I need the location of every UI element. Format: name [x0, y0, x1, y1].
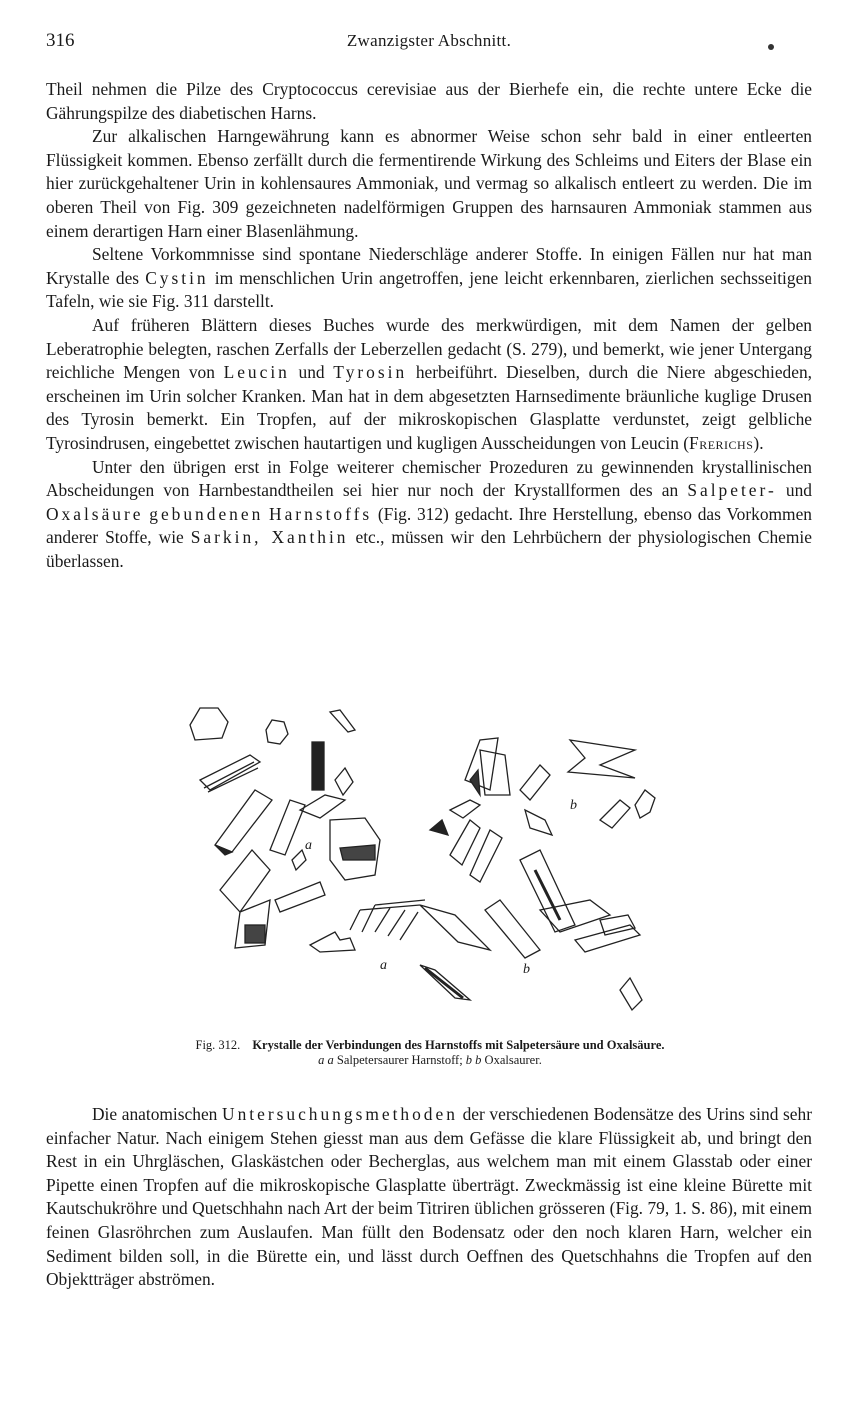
term-sarkin-xanthin: Sarkin, Xanthin: [190, 527, 349, 548]
term-salpeter: Salpeter-: [687, 480, 777, 501]
author-frerichs: Frerichs: [689, 432, 754, 453]
term-oxalsaeure: Oxalsäure: [46, 503, 144, 524]
crystal-shape: [270, 800, 305, 855]
crystal-shape: [275, 882, 325, 912]
term-leucin: Leucin: [223, 362, 290, 383]
paragraph-2: Zur alkalischen Harngewährung kann es abnormer Weise schon sehr bald in einer entleerten Flüssigkeit kommen. Ebenso zerfällt durch die fermentirende Wirkung des Schleims und Eiters der Blase ein hier zurückgehaltener Urin in kohlensaures Ammoniak, und vermag so alkalisch entleert zu werden. Die im oberen Theil von Fig. 309 gezeichneten nadelförmigen Gruppen des harnsauren Ammoniak stammen aus einem derartigen Harn einer Blasenlähmung.: [46, 126, 812, 241]
crystal-shape: [520, 765, 550, 800]
crystal-shape: [485, 900, 540, 958]
crystal-shape: [568, 740, 635, 778]
figure-label-a-2: a: [380, 958, 387, 973]
paragraph-5: Unter den übrigen erst in Folge weiterer chemischer Prozeduren zu gewinnenden krystallinischen Abscheidungen von Harnbestandtheilen sei hier nur noch der Krystallformen des an Salpeter- und Oxalsäure gebundenen Harnstoffs (Fig. 312) gedacht. Ihre Herstellung, ebenso das Vorkommen anderer Stoffe, wie Sarkin, Xanthin etc., müssen wir den Lehrbüchern der physiologischen Chemie überlassen.: [46, 456, 812, 571]
paragraph-4: Auf früheren Blättern dieses Buches wurde des merkwürdigen, mit dem Namen der gelben Leberatrophie belegten, raschen Zerfalls der Leberzellen gedacht (S. 279), und bemerkt, wie jener Untergang reichliche Mengen von Leucin und Tyrosin herbeiführt. Dieselben, durch die Niere abgeschieden, erscheinen im Urin solcher Kranken. Man hat in dem abgesetzten Harnsedimente bräunliche kuglige Drusen des Tyrosin bemerkt. Ein Tropfen, auf der mikroskopischen Glasplatte verdunstet, zeigt gelbliche Tyrosindrusen, eingebettet zwischen hautartigen und kugligen Ausscheidungen von Leucin (Frerichs).: [46, 314, 813, 453]
figure-caption: [100, 1038, 760, 1068]
crystal-shape: [520, 850, 575, 932]
figure-label-b-1: b: [570, 798, 577, 813]
crystal-shape: [360, 900, 425, 910]
term-harnstoffs: Harnstoffs: [269, 503, 373, 524]
crystal-shape: [312, 742, 324, 790]
running-title: Zwanzigster Abschnitt.: [346, 31, 512, 50]
crystal-shape: [600, 800, 630, 828]
figure-label-b-2: b: [523, 962, 530, 977]
paragraph-3: Seltene Vorkommnisse sind spontane Niederschläge anderer Stoffe. In einigen Fällen nur hat man Krystalle des Cystin im menschlichen Urin angetroffen, jene leicht erkennbaren, zierlichen sechsseitigen Tafeln, wie sie Fig. 311 darstellt.: [46, 244, 812, 312]
crystal-shape: [430, 820, 448, 835]
ink-speck: [768, 44, 774, 50]
crystal-shape: [292, 850, 306, 870]
top-text-block: [46, 78, 812, 573]
page-header: [46, 30, 812, 54]
page-number: 316: [46, 30, 75, 51]
crystal-shape: [450, 800, 480, 818]
crystal-shape: [420, 905, 490, 950]
term-tyrosin: Tyrosin: [333, 362, 408, 383]
crystal-shape: [245, 925, 265, 943]
figure-label-a-1: a: [305, 838, 312, 853]
bottom-text-block: [46, 1103, 812, 1292]
paragraph-1: Theil nehmen die Pilze des Cryptococcus cerevisiae aus der Bierhefe ein, die rechte untere Ecke die Gährungspilze des diabetischen Harns.: [46, 79, 812, 123]
crystal-shape: [330, 710, 355, 732]
crystal-shape: [310, 932, 355, 952]
crystal-shape: [450, 820, 480, 865]
crystal-shape: [340, 845, 375, 860]
crystal-shape: [620, 978, 642, 1010]
crystal-shape: [204, 762, 258, 792]
crystal-shape: [266, 720, 288, 744]
paragraph-6: Die anatomischen Untersuchungsmethoden der verschiedenen Bodensätze des Urins sind sehr einfacher Natur. Nach einigem Stehen giesst man aus dem Gefässe die klare Flüssigkeit ab, und bringt den Rest in ein Uhrgläschen, Glaskästchen oder Becherglas, aus welchem man mit einem Glasstab oder einer Pipette einen Tropfen auf die mikroskopische Glasplatte überträgt. Zweckmässig ist eine kleine Bürette mit Kautschukröhre und Quetschhahn nach Art der beim Titriren üblichen grösseren (Fig. 79, 1. S. 86), mit einem feinen Glasröhrchen zum Auslaufen. Man füllt den Bodensatz oder den noch klaren Harn, welcher ein Sediment bilden soll, in die Bürette ein, und lässt durch Oeffnen des Quetschhahns die Tropfen auf den Objektträger abströmen.: [46, 1104, 812, 1290]
crystal-shape: [525, 810, 552, 835]
term-untersuchungsmethoden: Untersuchungsmethoden: [222, 1104, 458, 1124]
term-cystin: Cystin: [145, 267, 209, 288]
crystal-shape: [635, 790, 655, 818]
crystal-shape: [190, 708, 228, 740]
caption-title: Krystalle der Verbindungen des Harnstoffs mit Salpetersäure und Oxalsäure.: [252, 1038, 665, 1052]
caption-label: Fig. 312.: [195, 1038, 241, 1052]
crystal-shape: [300, 795, 345, 818]
caption-line-1: [100, 1038, 760, 1053]
crystal-shape: [335, 768, 353, 795]
crystal-shape: [215, 790, 272, 852]
caption-line-2: a a Salpetersaurer Harnstoff; b b Oxalsaurer.: [318, 1053, 542, 1067]
crystal-shape: [425, 968, 463, 998]
crystal-illustration: [180, 700, 680, 1030]
figure-312-crystals: [180, 700, 680, 1030]
